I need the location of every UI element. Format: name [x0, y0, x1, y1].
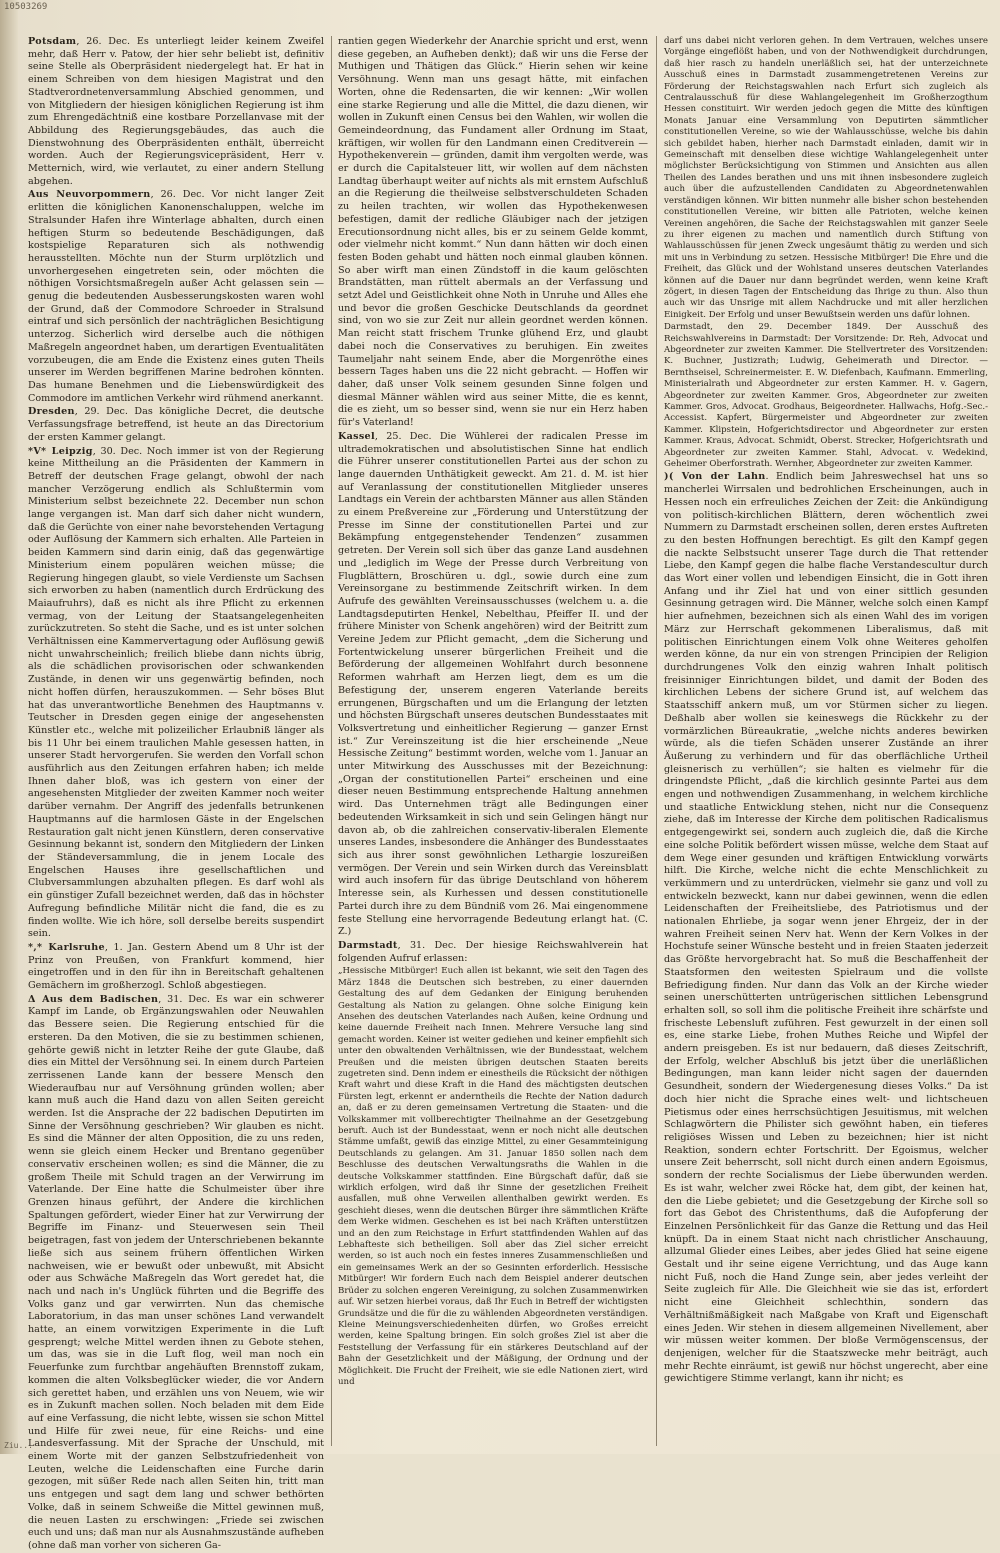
article-dateline: Dresden: [28, 406, 75, 418]
article-dateline: Aus Neuvorpommern: [28, 189, 151, 201]
article-text: „Hessische Mitbürger! Euch allen ist bekannt, wie seit den Tagen des März 1848 die Deutschen sich bestreben, zu einer dauernden Gestaltung des auf dem Gedanken der Einigung beruhenden Gestaltung als Nation zu gelangen. Ohne solche Einigung kein Ansehen des deutschen Vaterlandes nach Außen, keine Ordnung und keine dauernde Freiheit nach Innen. Mehrere Versuche lang sind gemacht worden. Keiner ist weiter gediehen und keiner empfiehlt sich unter den obwaltenden Verhältnissen, wie der Bundesstaat, welchem Preußen und die meisten übrigen deutschen Staaten bereits zugetreten sind. Denn indem er einestheils die Rücksicht der nöthigen Kraft wahrt und diese Kraft in die Hand des mächtigsten deutschen Fürsten legt, erkennt er anderntheils die Rechte der Nation dadurch an, daß er zu deren gemeinsamen Vertretung die Staaten- und die Volkskammer mit vollberechtigter Theilnahme an der Gesetzgebung beruft. Auch ist der Bundesstaat, wenn er noch nicht alle deutschen Stämme umfaßt, gewiß das einzige Mittel, zu einer Gesammteinigung Deutschlands zu gelangen. Am 31. Januar 1850 sollen nach dem Beschlusse des deutschen Verwaltungsraths die Wahlen in die deutsche Volkskammer stattfinden. Eine Bürgschaft dafür, daß sie wirklich erfolgen, wird daß ihr Sinne der gesetzlichen Freiheit ausfallen, muß ohne Verweilen allenthalben gewirkt werden. Es geschieht dieses, wenn die deutschen Bürger ihre sämmtlichen Kräfte dem Werke widmen. Geschehen es ist bei nach Kräften unterstützen und an den zum Reichstage in Erfurt stattfindenden Wahlen auf das Lebhafteste sich betheiligen. Soll aber das Ziel sicher erreicht werden, so ist auch noch ein festes inneres Zusammenschließen und ein gemeinsames Werk an der so Gesinnten erforderlich. Hessische Mitbürger! Wir fordern Euch nach dem Beispiel anderer deutschen Brüder zu solchen engeren Vereinigung, zu solchen Zusammenwirken auf. Wir setzen hierbei voraus, daß Ihr Euch in Betreff der wichtigsten Grundsätze und die für die zu wählenden Abgeordneten verständigen. Kleine Meinungsverschiedenheiten dürfen, wo Großes erreicht werden, keine Spaltung bringen. Ein solch großes Ziel ist aber die Feststellung der Verfassung für ein stärkeres Deutschland auf der Bahn der Gesetzlichkeit und der Mäßigung, der Ordnung und der Möglichkeit. Die Frucht der Freiheit, wie sie edle Nationen ziert, wird und: [338, 966, 648, 1387]
article-paragraph: [28, 994, 324, 1553]
article-paragraph: [28, 406, 324, 444]
article-text: , 26. Dec. Es unterliegt leider keinem Zweifel mehr, daß Herr v. Patow, der hier sehr beliebt ist, definitiv seine Stelle als Oberpräsident niedergelegt hat. Er hat in einem Schreiben von dem hiesigen Magistrat und den Stadtverordnetenversammlung Abschied genommen, und von Mitgliedern der hiesigen königlichen Regierung ist ihm zum Ehrengedächtniß eine kostbare Porzellanvase mit der Abbildung des Regierungsgebäudes, das auch die Dienstwohnung des Oberpräsidenten enthält, überreicht worden. Auch der Regierungsvicepräsident, Herr v. Metternich, wird, wie verlautet, zu einer andern Stellung abgehen.: [28, 36, 324, 187]
article-text: , 1. Jan. Gestern Abend um 8 Uhr ist der Prinz von Preußen, von Frankfurt kommend, hier eingetroffen und in den für ihn in Bereitschaft gehaltenen Gemächern im großherzogl. Schloß abgestiegen.: [28, 941, 324, 992]
article-text: , 25. Dec. Die Wühlerei der radicalen Presse im ultrademokratischen und absolutistischen Sinne hat endlich die Führer unserer constitutionellen Partei aus der schon zu lange dauernden Unthätigkeit geweckt. Am 21. d. M. ist hier auf Veranlassung der constitutionellen Mitglieder unseres Landtags ein Verein der achtbarsten Männer aus allen Ständen zu einem Preßvereine zur „Förderung und Unterstützung der Presse im Sinne der constitutionellen Partei und zur Bekämpfung entgegenstehender Tendenzen“ zusammen getreten. Der Verein soll sich über das ganze Land ausdehnen und „lediglich im Wege der Presse durch Verbreitung von Flugblättern, Broschüren u. dgl., sowie durch eine zum Vereinsorgane zu bestimmende Zeitschrift wirken. In dem Aufrufe des gewählten Vereinsausschusses (welchem u. a. die Landtagsdeputirten Henkel, Nebelthau, Pfeiffer II. und der frühere Minister von Schenk angehören) wird der Beitritt zum Vereine Jedem zur Pflicht gemacht, „dem die Sicherung und Fortentwickelung unserer bürgerlichen Freiheit und die Beförderung der allgemeinen Wohlfahrt durch besonnene Reformen wahrhaft am Herzen liegt, dem es um die Befestigung der, unserem engeren Vaterlande bereits errungenen, Bürgschaften und um die Erlangung der letzten und höchsten Bürgschaft unseres deutschen Bundesstaates mit Volksvertretung und einheitlicher Regierung — ganzer Ernst ist.“ Zur Vereinszeitung ist die hier erscheinende „Neue Hessische Zeitung“ bestimmt worden, welche vom 1. Januar an unter Mitwirkung des Ausschusses mit der Bezeichnung: „Organ der constitutionellen Partei“ erscheinen und eine dieser neuen Bestimmung entsprechende Haltung annehmen wird. Das Unternehmen trägt alle Bedingungen einer bedeutenden Wirksamkeit in sich und sein Gelingen hängt nur davon ab, ob die zahlreichen conservativ-liberalen Elemente unseres Landes, insbesondere die Anhänger des Bundesstaates sich aus ihrer sonst gewöhnlichen Lethargie loszureißen vermögen. Der Verein und sein Wirken durch das Vereinsblatt wird auch insofern für das übrige Deutschland von höherem Interesse sein, als Kurhessen und dessen constitutionelle Partei durch ihre zu dem Bündniß vom 26. Mai eingenommene feste Stellung eine hervorragende Bedeutung erlangt hat. (C. Z.): [338, 430, 648, 938]
article-text: Darmstadt, den 29. December 1849. Der Ausschuß des Reichswahlvereins in Darmstadt: Der Vorsitzende: Dr. Reh, Advocat und Abgeordneter zur zweiten Kammer. Die Stellvertreter des Vorsitzenden: K. Buchner, Justizrath; Ludwig, Geheimerath und Director. — Bernthseisel, Schreinermeister. E. W. Diefenbach, Kaufmann. Emmerling, Ministerialrath und Abgeordneter zur ersten Kammer. H. v. Gagern, Abgeordneter zur zweiten Kammer. Gros, Abgeordneter zur zweiten Kammer. Gros, Advocat. Grodhaus, Beigeordneter. Hallwachs, Hofg.-Sec.-Accessist. Kapfert, Bürgermeister und Abgeordneter zur zweiten Kammer. Klipstein, Hofgerichtsdirector und Abgeordneter zur ersten Kammer. Kraus, Advocat. Schmidt, Oberst. Strecker, Hofgerichtsrath und Abgeordneter zur zweiten Kammer. Stahl, Advocat. v. Wedekind, Geheimer Oberforstrath. Wernher, Abgeordneter zur zweiten Kammer.: [664, 322, 988, 470]
article-text: , 30. Dec. Noch immer ist von der Regierung keine Mittheilung an die Präsidenten der Kammern in Betreff der deutschen Frage gelangt, obwohl der nach mancher Verzögerung endlich als Schlußtermin vom Ministerium selbst bezeichnete 22. December nun schon lange vergangen ist. Man darf sich daher nicht wundern, daß die Gerüchte von einer nahe bevorstehenden Vertagung oder Auflösung der Kammern sich erhalten. Alle Parteien in beiden Kammern sind darin einig, daß das gegenwärtige Ministerium einem populären weichen müsse; die Regierung hingegen glaubt, so viele Verdienste um Sachsen sich erworben zu haben (namentlich durch Erdrückung des Maiaufruhrs), daß es nicht als ihre Pflicht zu erkennen vermag, von der Leitung der Staatsangelegenheiten zurückzutreten. So steht die Sache, und es ist unter solchen Verhältnissen eine Kammervertagung oder Auflösung gewiß nicht unwahrscheinlich; freilich bliebe dann nichts übrig, als die schädlichen provisorischen oder schwankenden Zustände, in denen wir uns gegenwärtig befinden, noch nicht hoffen dürfen, herauszukommen. — Sehr böses Blut hat das unverantwortliche Benehmen des Hauptmanns v. Teutscher in Dresden gegen einige der angesehensten Künstler etc., welche mit polizeilicher Erlaubniß länger als bis 11 Uhr bei einem traulichen Mahle gesessen hatten, in unserer Stadt hervorgerufen. Sie werden den Vorfall schon ausführlich aus den Zeitungen erfahren haben; ich melde Ihnen daher bloß, was ich gestern von einer der angesehensten Mitglieder der zweiten Kammer noch weiter darüber vernahm. Der Angriff des jedenfalls betrunkenen Hauptmanns auf die harmlosen Gäste in der Engelschen Restauration galt nicht jenen Künstlern, deren conservative Gesinnung bekannt ist, sondern den Mitgliedern der Linken der Ständeversammlung, die in jenem Locale des Engelschen Hauses ihre gesellschaftlichen und Clubversammlungen abzuhalten pflegen. Es darf wohl als ein günstiger Zufall bezeichnet werden, daß das in höchster Aufregung befindliche Militär nicht die fand, die es zu finden wollte. Wie ich höre, soll derselbe bereits suspendirt sein.: [28, 445, 324, 940]
article-dateline: Potsdam: [28, 36, 77, 47]
article-text: , 31. Dec. Es war ein schwerer Kampf im Lande, ob Ergänzungswahlen oder Neuwahlen das Bessere seien. Die Regierung entschied für die ersteren. Da den Motiven, die sie zu bestimmen schienen, gehörte gewiß nicht in letzter Reihe der gute Glaube, daß dies ein Mittel der Versöhnung sei. In einem durch Parteien zerrissenen Lande kann der bessere Mensch den Wiederaufbau nur auf Versöhnung gründen wollen; aber kann muß auch die Hand dazu von allen Seiten gereicht werden. Ist die Ansprache der 22 badischen Deputirten im Sinne der Versöhnung geschrieben? Wir glauben es nicht. Es sind die Männer der alten Opposition, die zu uns reden, wenn sie gleich einem Hecker und Brentano gegenüber conservativ erscheinen wollen; es sind die Männer, die zu großem Theile mit Schuld tragen an der Verwirrung im Vaterlande. Der Eine hatte die Schulmeister über ihre Grenzen hinaus geführt, der Andere die kirchlichen Spaltungen gefördert, wieder Einer hat zur Verwirrung der Begriffe im Finanz- und Steuerwesen sein Theil beigetragen, fast von jedem der Unterschriebenen bekannte ließe sich aus seinem frühern öffentlichen Wirken nachweisen, wie er bewußt oder unbewußt, mit Absicht oder aus Schwäche Maßregeln das Wort geredet hat, die nach und nach in's Unglück führten und die Begriffe des Volks ganz und gar verwirrten. Nun das chemische Laboratorium, in das man unser schönes Land verwandelt hatte, an einem vorwitzigen Experimente in die Luft gesprengt; welche Mittel werden ihnen zu Gebote stehen, um das, was sie in die Luft flog, weil man noch ein Feuerfunke zum furchtbar angehäuften Brennstoff zukam, kommen die alten Volksbeglücker wieder, die vor Andern sich gerettet haben, und erzählen uns von Neuem, wie wir es in Zukunft machen sollen. Noch beladen mit dem Eide auf eine Verfassung, die nicht lebte, wissen sie schon Mittel und Hilfe für zwei neue, für eine Reichs- und eine Landesverfassung. Mit der Sprache der Unschuld, mit einem Worte mit der ganzen Selbstzufriedenheit von Leuten, welche die Leidenschaften eine Furche darin gezogen, mit süßer Rede nach allen Seiten hin, tritt man uns entgegen und sagt dem lang und schwer bethörten Volke, daß in seinem Schweiße die Mittel gewinnen muß, die neuen Lasten zu erschwingen: „Friede sei zwischen euch und uns; daß man nur als Ausnahmszustände aufheben (ohne daß man vorher von sicheren Ga-: [28, 993, 325, 1551]
article-text: , 29. Dec. Das königliche Decret, die deutsche Verfassungsfrage betreffend, ist heute an das Directorium der ersten Kammer gelangt.: [28, 406, 324, 443]
article-text: , 31. Dec. Der hiesige Reichswahlverein hat folgenden Aufruf erlassen:: [338, 939, 648, 964]
article-dateline: *,* Karlsruhe: [28, 941, 105, 953]
article-paragraph: [664, 471, 988, 1386]
article-text: darf uns dabei nicht verloren gehen. In dem Vertrauen, welches unsere Vorgänge eingeflößt haben, und von der Nothwendigkeit durchdrungen, daß hier rasch zu handeln unerläßlich sei, hat der unterzeichnete Ausschuß eines in Darmstadt zusammengetretenen Vereins zur Förderung der Reichstagswahlen nach Erfurt sich zugleich als Centralausschuß für diese Wahlangelegenheit im Großherzogthum Hessen constituirt. Wir werden jedoch gegen die Mitte des künftigen Monats Januar eine Versammlung von Deputirten sämmtlicher constitutionellen Vereine, so wie der Wahlausschüsse, welche bis dahin sich gebildet haben, hierher nach Darmstadt einladen, damit wir in Gemeinschaft mit denselben diese wichtige Wahlangelegenheit unter möglichster Berücksichtigung von Stimmen und Ansichten aus allen Theilen des Landes berathen und uns mit ihnen insbesondere zugleich auch über die aufzustellenden Candidaten zu Abgeordnetenwahlen verständigen können. Wir bitten nunmehr alle bisher schon bestehenden constitutionellen Vereine, wir bitten alle Patrioten, welche keinen Vereinen angehören, die Sache der Reichstagswahlen mit ganzer Seele zu ihrer eigenen zu machen und namentlich durch Stiftung von Wahlausschüssen für jenen Zweck ungesäumt thätig zu werden und sich mit uns in Verbindung zu setzen. Hessische Mitbürger! Die Ehre und die Freiheit, das Glück und der Wohlstand unseres deutschen Vaterlandes können auf die Dauer nur dann begründet werden, wenn keine Kraft zögert, in diesen Tagen der Entscheidung das Ihrige zu thun. Also thun auch wir das Unsrige mit allem Nachdrucke und mit aller herzlichen Einigkeit. Der Erfolg und unser Bewußtsein werden uns dafür lohnen.: [664, 36, 988, 320]
article-dateline: Δ Aus dem Badischen: [28, 993, 159, 1005]
column-rule-right: [656, 36, 657, 1446]
article-paragraph: [338, 966, 648, 1388]
scan-serial-number: 10503269: [4, 2, 48, 12]
page-edge-shadow: [0, 0, 18, 1454]
article-dateline: *V* Leipzig: [28, 445, 93, 457]
column-3: [664, 36, 988, 1446]
article-paragraph: [28, 36, 324, 188]
article-paragraph: [664, 322, 988, 470]
article-paragraph: [28, 189, 324, 405]
article-dateline: Darmstadt: [338, 939, 398, 951]
scan-footer-mark: Ziu...: [4, 1441, 33, 1450]
article-paragraph: [28, 942, 324, 993]
article-text: . Endlich beim Jahreswechsel hat uns so mancherlei Wirrsalen und bedrohlichen Erscheinungen, auch in Hessen noch ein erfreuliches Zeichen der Zeit: die Ankündigung von politisch-kirchlichen Blättern, deren wöchentlich zwei Nummern zu Darmstadt erscheinen sollen, deren erstes Auftreten zu den besten Hoffnungen berechtigt. Es gilt den Kampf gegen die nackte Selbstsucht unserer Tage durch die That rettender Liebe, den Kampf gegen die halbe flache Verstandescultur durch das Wort einer vollen und lebendigen Einsicht, die in Gott ihren Anfang und ihr Ziel hat und von einer sittlich gesunden Gesinnung getragen wird. Die Männer, welche solch einen Kampf hier aufnehmen, bezeichnen sich als einen Wahl des im vorigen März zur Herrschaft gekommenen Liberalismus, daß mit politischen Einrichtungen einem Volk ohne Weiteres geholfen werden könne, da nur ein von strengen Principien der Religion durchdrungenes Volk den einzig wahren Inhalt politisch freisinniger Einrichtungen bildet, und damit der Boden des kirchlichen Lebens der sichere Grund ist, auf welchem das Staatsschiff ankern muß, um vor Stürmen sicher zu liegen. Deßhalb aber wollen sie keineswegs die Rückkehr zu der vormärzlichen Büreaukratie, „welche nichts anderes bewirken würde, als die tiefen Schäden unserer Zustände an ihrer Äußerung zu verhindern und für das oberflächliche Urtheil gleisnerisch zu verhüllen“; sie halten es vielmehr für die dringendste Pflicht, „daß die kirchlich gesinnte Partei aus dem engen und nothwendigen Zusammenhang, in welchem kirchliche und staatliche Entwicklung stehen, nicht nur die Consequenz ziehe, daß im Interesse der Kirche dem politischen Radicalismus entgegengewirkt sei, sondern auch zugleich die, daß die Kirche eine solche Politik befördert wissen müsse, welche dem Staat auf dem Wege einer gesunden und kräftigen Entwicklung vorwärts hilft. Die Kirche, welche nicht die echte Menschlichkeit zu verkümmern und zu unterdrücken, vielmehr sie ganz und voll zu entwickeln bezweckt, kann nur dabei gewinnen, wenn die edlen Leidenschaften der Freiheitsliebe, des Patriotismus und der nationalen Ehrliebe, ja sogar wenn jener Ehrgeiz, der in der wahren Freiheit seinen Nerv hat. Wenn der Kern Volkes in der Hochstufe seiner Wünsche besteht und in freien Staaten jederzeit das Größte hervorgebracht hat. So muß die Beschaffenheit der Staatsformen den weitesten Spielraum und die vollste Befriedigung finden. Nur dann das Volk an der Kirche wieder seinen unerschütterten untrügerischen sittlichen Lebensgrund erhalten soll, so soll ihm die politische Freiheit ihre schärfste und frischeste Lebensluft zuführen. Fest gewurzelt in der einen soll es, eine starke Liebe, frohen Muthes Reiche und Wipfel der andern preisgeben. Es ist nur bedauern, daß dieses Zeitschrift, der Erfolg, welcher Abschluß bis jetzt über die unerläßlichen Bedingungen, man kann leider nicht sagen der dauernden Gesundheit, sondern der Wiedergenesung dieses Volks.“ Da ist doch hier nicht die Sprache eines welt- und lichtscheuen Pietismus oder eines herrschsüchtigen Jesuitismus, mit welchen Schlagwörtern die Philister sich gewöhnt haben, ein tieferes religiöses Wissen und Leben zu bezeichnen; hier ist nicht Reaktion, sondern echter Fortschritt. Der Egoismus, welcher unsere Zeit beherrscht, soll nicht durch einen andern Egoismus, sondern der rechte Socialismus der Liebe überwunden werden. Es ist wahr, welcher zwei Röcke hat, dem gibt, der keinen hat, den die Liebe gebietet; und die Gesetzgebung der Kirche soll so fort das Gebot des Christenthums, daß die Aufopferung der Einzelnen Persönlichkeit für das Ganze die Rettung und das Heil knüpft. Da in einem Staat nicht nach christlicher Anschauung, allzumal Glieder eines Leibes, aber jedes Glied hat seine eigene Gestalt und ihr seine eigene Verrichtung, und das Auge kann nicht Fuß, noch die Hand Zunge sein, aber jedes verleiht der Seite zugleich für Alle. Die Gleichheit wie sie das ist, erfordert nicht eine Gleichheit schlechthin, sondern das Verhältnißmäßigkeit nach Maßgabe von Kraft und Eigenschaft eines Jeden. Wir stehen in diesem allgemeinen Nivellement, aber wir müssen weiter kommen. Der bloße Vermögenscensus, der denjenigen, welcher für die Staatszwecke mehr beiträgt, auch mehr Rechte einräumt, ist gewiß nur höchst ungerecht, aber eine gewichtigere Stimme verlangt, kann ihr nicht; es: [664, 471, 988, 1385]
article-dateline: )( Von der Lahn: [664, 471, 766, 483]
column-rule-left: [331, 36, 332, 1446]
article-paragraph: [338, 431, 648, 939]
article-paragraph: [664, 36, 988, 321]
article-text: , 26. Dec. Vor nicht langer Zeit erlitten die königlichen Kanonenschaluppen, welche im Stralsunder Hafen ihre Winterlage abhalten, durch einen heftigen Sturm so bedeutende Beschädigungen, daß kostspielige Reparaturen sich als nothwendig herausstellten. Möchte nun der Sturm urplötzlich und unvorhergesehen eingetreten sein, oder möchten die nöthigen Vorsichtsmaßregeln außer Acht gelassen sein — genug die bedeutenden Ausbesserungskosten waren wohl der Grund, daß der Commodore Schroeder in Stralsund eintraf und sich persönlich der nachträglichen Besichtigung unterzog. Sicherlich wird derselbe auch die nöthigen Maßregeln angeordnet haben, um derartigen Eventualitäten vorzubeugen, die am Ende die Existenz eines guten Theils unserer im Werden begriffenen Marine bedrohen könnten. Das humane Benehmen und die Liebenswürdigkeit des Commodore im amtlichen Verkehr wird rühmend anerkannt.: [28, 189, 324, 404]
article-paragraph: [28, 446, 324, 941]
article-paragraph: [338, 940, 648, 965]
column-1: [28, 36, 325, 1551]
article-dateline: Kassel: [338, 430, 375, 442]
article-text: rantien gegen Wiederkehr der Anarchie spricht und erst, wenn diese gegeben, an Aufheben denkt); daß wir uns die Ferse der Muthigen und Thätigen das Glück.“ Hierin sehen wir keine Versöhnung. Wenn man uns gesagt hätte, mit einfachen Worten, ohne die Redensarten, die wir kennen: „Wir wollen eine starke Regierung und alle die Mittel, die dazu dienen, wir wollen in Zukunft einen Census bei den Wahlen, wir wollen die Gemeindeordnung, das Fundament aller Ordnung im Staat, kräftigen, wir wollen für den Landmann einen Creditverein — Hypothekenverein — gründen, damit ihm vergolten werde, was er durch die Capitalsteuer litt, wir wollen auf dem nächsten Landtag überhaupt weiter auf nichts als mit ernstem Aufschluß an die Regierung die theilweise selbstverschuldeten Schaden zu heilen trachten, wir wollen das Hypothekenwesen befestigen, damit der redliche Gläubiger nach der jetzigen Erecutionsordnung nicht alles, bis er zu seinem Gelde kommt, oder vielmehr nicht kommt.“ Nun dann hätten wir doch einen festen Boden gehabt und hätten noch einmal glauben können. So aber wirft man einen Zündstoff in die kaum gelöschten Brandstätten, man rüttelt abermals an der Verfassung und setzt Adel und Geistlichkeit ohne Noth in Unruhe und Alles ehe und bevor die großen Geschicke Deutschlands da geordnet sind, von wo sie zur Zeit nur allein geordnet werden können. Man reicht statt frischem Trunke glühend Erz, und glaubt dabei noch die Conservatives zu beruhigen. Ein zweites Taumeljahr naht seinem Ende, aber die Morgenröthe eines bessern Tages haben uns die 22 nicht gebracht. — Hoffen wir daher, daß unser Volk seinem gesunden Sinne folgen und diesmal Männer wählen wird aus seiner Mitte, die es kennt, die es zieht, um so besser sind, wenn sie nur ein Herz haben für's Vaterland!: [338, 36, 648, 429]
column-2: [338, 36, 648, 1446]
article-paragraph: [338, 36, 648, 430]
